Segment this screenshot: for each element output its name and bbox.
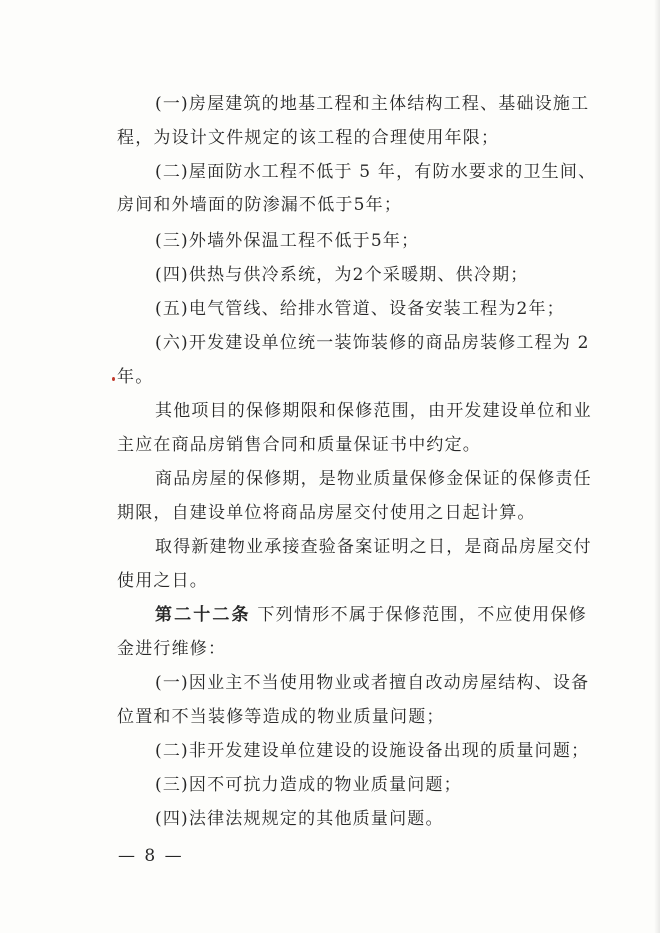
paragraph-line: 金进行维修： xyxy=(117,639,227,659)
paragraph-line: 商品房屋的保修期，是物业质量保修金保证的保修责任 xyxy=(155,469,592,489)
list-item: (三)因不可抗力造成的物业质量问题； xyxy=(155,775,462,795)
paragraph-line: 房间和外墙面的防渗漏不低于5年； xyxy=(117,195,403,215)
paragraph-line: 使用之日。 xyxy=(117,571,208,591)
paragraph-line: 程，为设计文件规定的该工程的合理使用年限； xyxy=(117,128,500,148)
article-number: 第二十二条 xyxy=(155,605,251,625)
article-text: 下列情形不属于保修范围，不应使用保修 xyxy=(257,605,587,625)
red-ink-dot xyxy=(112,377,115,381)
page-number: — 8 — xyxy=(118,846,184,866)
page-edge-shadow xyxy=(654,0,660,933)
paragraph-line: 主应在商品房销售合同和质量保证书中约定。 xyxy=(117,435,481,455)
paragraph-line: 其他项目的保修期限和保修范围，由开发建设单位和业 xyxy=(155,401,592,421)
paragraph-line: (五)电气管线、给排水管道、设备安装工程为2年； xyxy=(155,299,565,319)
paragraph-line: (六)开发建设单位统一装饰装修的商品房装修工程为 2 xyxy=(155,333,590,353)
list-item: (二)非开发建设单位建设的设施设备出现的质量问题； xyxy=(155,741,590,761)
list-item: 位置和不当装修等造成的物业质量问题； xyxy=(117,707,445,727)
paragraph-line: 期限，自建设单位将商品房屋交付使用之日起计算。 xyxy=(117,503,536,523)
paragraph-line: (二)屋面防水工程不低于 5 年，有防水要求的卫生间、 xyxy=(155,162,597,182)
article-heading-line xyxy=(155,603,587,627)
paragraph-line: 年。 xyxy=(117,367,154,387)
paragraph-line: (四)供热与供冷系统，为2个采暖期、供冷期； xyxy=(155,265,529,285)
list-item: (一)因业主不当使用物业或者擅自改动房屋结构、设备 xyxy=(155,673,590,693)
paragraph-line: (三)外墙外保温工程不低于5年； xyxy=(155,231,420,251)
paragraph-line: (一)房屋建筑的地基工程和主体结构工程、基础设施工 xyxy=(155,94,590,114)
paragraph-line: 取得新建物业承接查验备案证明之日，是商品房屋交付 xyxy=(155,537,592,557)
list-item: (四)法律法规规定的其他质量问题。 xyxy=(155,809,444,829)
